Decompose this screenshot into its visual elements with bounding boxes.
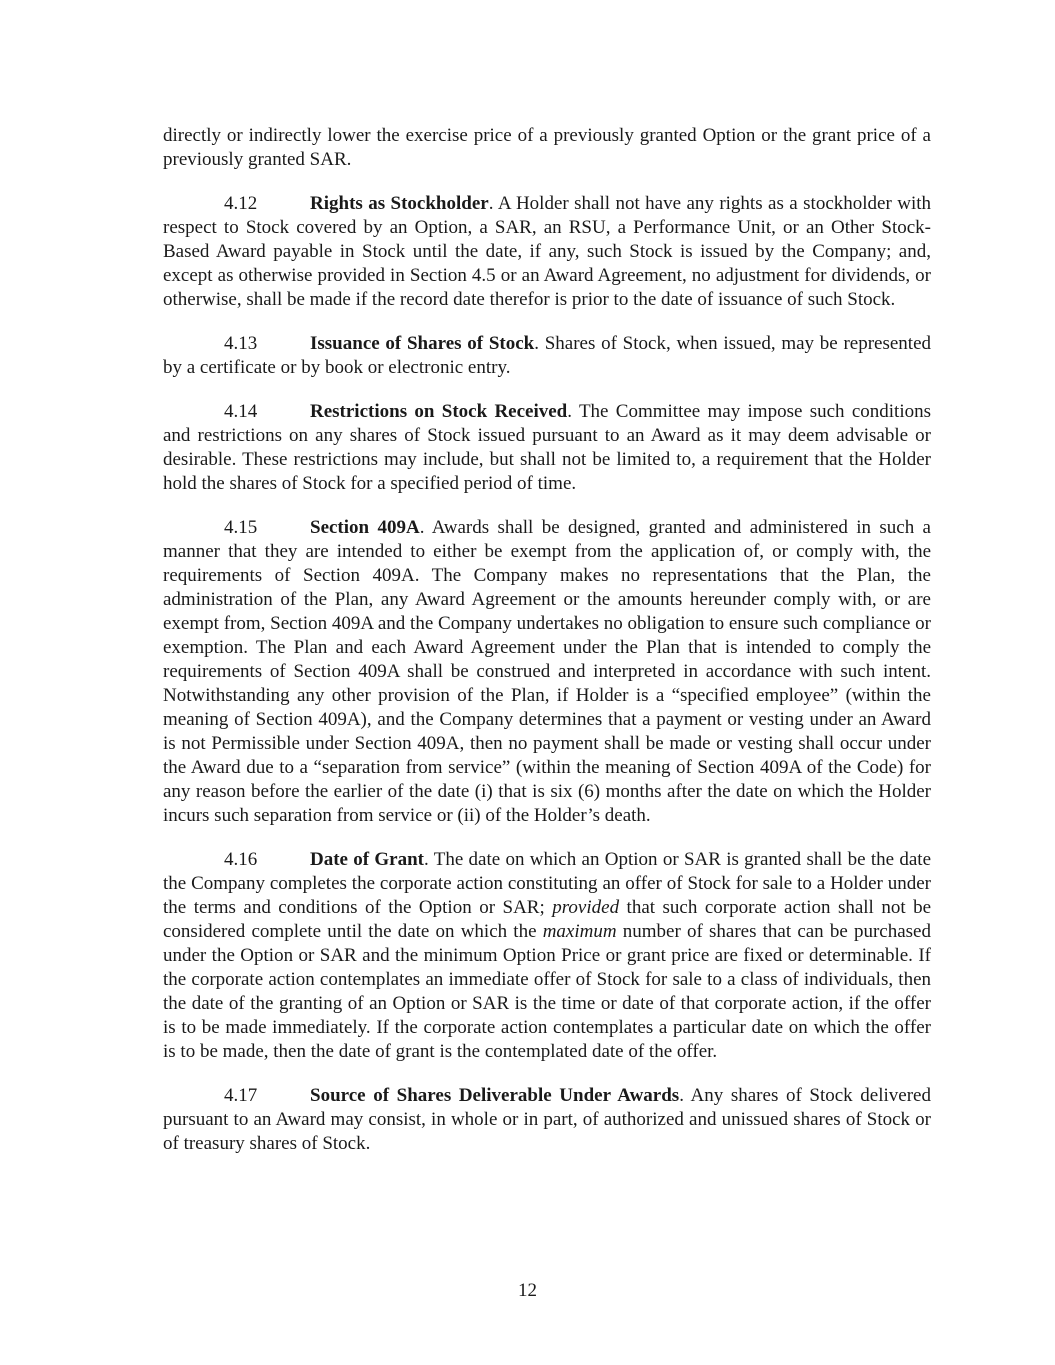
section-heading: Rights as Stockholder: [310, 193, 489, 214]
section-heading: Source of Shares Deliverable Under Awards: [310, 1085, 680, 1106]
section-text: . Shares of Stock, when issued, may be represented by a certificate or by book or electronic entry.: [163, 333, 931, 378]
section-text: that such corporate action shall not be considered complete until the date on which the: [163, 897, 932, 942]
section-text: number of shares that can be purchased under the Option or SAR and the minimum Option Price or grant price are fixed or determinable. If the corporate action contemplates an immediate offer of Stock for sale to a class of individuals, then the date of the granting of an Option or SAR is the time or date of that corporate action, if the offer is to be made immediately. If the corporate action contemplates a particular date on which the offer is to be made, then the date of grant is the contemplated date of the offer.: [163, 921, 931, 1062]
section-number: 4.16: [224, 849, 258, 870]
section-text: . Any shares of Stock delivered pursuant to an Award may consist, in whole or in part, of authorized and unissued shares of Stock or of treasury shares of Stock.: [163, 1085, 931, 1154]
section-number: 4.13: [224, 333, 258, 354]
section-4-13: [163, 332, 931, 380]
section-text: . Awards shall be designed, granted and administered in such a manner that they are intended to either be exempt from the application of, or comply with, the requirements of Section 409A. The Company makes no representations that the Plan, the administration of the Plan, any Award Agreement or the amounts hereunder comply with, or are exempt from, Section 409A and the Company undertakes no obligation to ensure such compliance or exemption. The Plan and each Award Agreement under the Plan that is intended to comply the requirements of Section 409A shall be construed and interpreted in accordance with such intent. Notwithstanding any other provision of the Plan, if Holder is a “specified employee” (within the meaning of Section 409A), and the Company determines that a payment or vesting under an Award is not Permissible under Section 409A, then no payment shall be made or vesting shall occur under the Award due to a “separation from service” (within the meaning of Section 409A of the Code) for any reason before the earlier of the date (i) that is six (6) months after the date on which the Holder incurs such separation from service or (ii) of the Holder’s death.: [163, 517, 931, 826]
section-4-16: [163, 848, 931, 1064]
intro-paragraph: directly or indirectly lower the exercise price of a previously granted Option or the grant price of a previously granted SAR.: [163, 125, 931, 170]
section-number: 4.14: [224, 401, 258, 422]
section-4-17: [163, 1084, 931, 1156]
section-heading: Issuance of Shares of Stock: [310, 333, 535, 354]
italic-term-maximum: maximum: [542, 921, 617, 942]
italic-term-provided: provided: [552, 897, 620, 918]
section-heading: Section 409A: [310, 517, 420, 538]
section-4-14: [163, 400, 931, 496]
section-text: . A Holder shall not have any rights as a stockholder with respect to Stock covered by an Option, a SAR, an RSU, a Performance Unit, or an Other Stock-Based Award payable in Stock until the date, if any, such Stock is issued by the Company; and, except as otherwise provided in Section 4.5 or an Award Agreement, no adjustment for dividends, or otherwise, shall be made if the record date therefor is prior to the date of issuance of such Stock.: [163, 193, 931, 310]
section-heading: Date of Grant: [310, 849, 425, 870]
section-text: . The Committee may impose such conditions and restrictions on any shares of Stock issued pursuant to an Award as it may deem advisable or desirable. These restrictions may include, but shall not be limited to, a requirement that the Holder hold the shares of Stock for a specified period of time.: [163, 401, 931, 494]
section-number: 4.15: [224, 517, 258, 538]
section-4-15: [163, 516, 931, 828]
section-number: 4.12: [224, 193, 258, 214]
section-text: . The date on which an Option or SAR is granted shall be the date the Company completes the corporate action constituting an offer of Stock for sale to a Holder under the terms and conditions of the Option or SAR;: [163, 849, 932, 918]
document-page: [163, 124, 931, 1176]
page-number: 12: [518, 1280, 537, 1301]
section-4-12: [163, 192, 931, 312]
section-heading: Restrictions on Stock Received: [310, 401, 568, 422]
section-number: 4.17: [224, 1085, 258, 1106]
